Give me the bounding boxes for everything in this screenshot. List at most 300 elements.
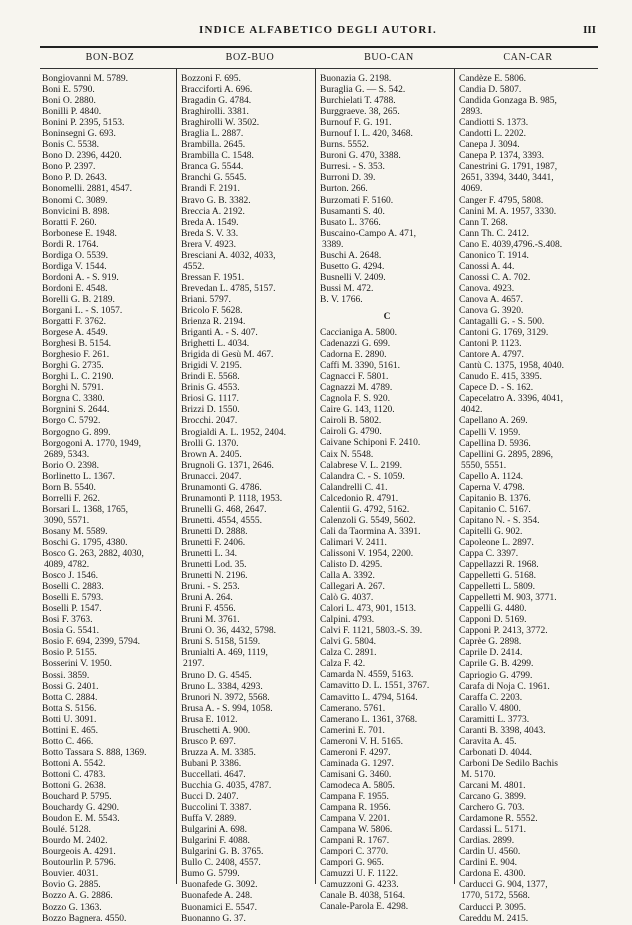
index-entry: Brunetti F. 2406. xyxy=(181,537,246,548)
index-entry: Bumo G. 5799. xyxy=(181,869,240,880)
index-entry: Buonazia G. 2198. xyxy=(320,74,392,84)
index-entry: Buccellati. 4647. xyxy=(181,769,246,780)
index-entry: Busetto G. 4294. xyxy=(320,261,385,272)
index-entry: Breda A. 1549. xyxy=(181,217,239,228)
index-entry: Bottoni C. 4783. xyxy=(42,769,106,780)
index-entry: Borghi L. C. 2190. xyxy=(42,372,114,383)
index-entry: Brocchi. 2047. xyxy=(181,416,238,427)
index-entry: Cairoli G. 4790. xyxy=(320,427,382,438)
index-entry: Bovio G. 2885. xyxy=(42,880,101,891)
index-entry: Brunetti Lod. 35. xyxy=(181,560,247,571)
index-entry: Bosserini V. 1950. xyxy=(42,659,112,670)
index-entry: Burton. 266. xyxy=(320,184,368,195)
index-entry: Capitelli G. 902. xyxy=(459,526,523,537)
index-entry: Bucci D. 2407. xyxy=(181,792,239,803)
index-entry: Cappelli G. 4480. xyxy=(459,604,527,615)
index-entry: Cantoni G. 1769, 3129. xyxy=(459,328,549,339)
index-entry: Boselli E. 5793. xyxy=(42,593,104,604)
page-header xyxy=(40,24,596,44)
index-entry: Boni O. 2880. xyxy=(42,96,96,107)
index-entry: Bresciani A. 4032, 4033, xyxy=(181,250,276,261)
index-entry: Brindi E. 5568. xyxy=(181,372,240,383)
index-entry: Burroni D. 39. xyxy=(320,173,376,184)
column-heads xyxy=(40,52,598,66)
index-entry: Bossi G. 2401. xyxy=(42,681,99,692)
index-entry-continuation: 4042. xyxy=(461,405,483,416)
index-entry: Boratti F. 260. xyxy=(42,217,97,228)
index-entry: Caprèe G. 2898. xyxy=(459,637,522,648)
index-entry: Cardamone R. 5552. xyxy=(459,814,538,825)
index-entry: Carcani M. 4801. xyxy=(459,781,526,791)
index-entry: Buccolini T. 3387. xyxy=(181,803,252,814)
index-entry: Caccianiga A. 5800. xyxy=(320,327,398,338)
index-entry: Briosi G. 1117. xyxy=(181,394,239,405)
column-divider xyxy=(315,68,316,884)
index-entry: Burzomati F. 5160. xyxy=(320,195,394,206)
index-entry-continuation: 4089, 4782. xyxy=(44,560,90,571)
index-entry: Buonanno G. 37. xyxy=(181,913,246,924)
index-entry: Calpini. 4793. xyxy=(320,615,375,626)
index-entry: Caffi M. 3390, 5161. xyxy=(320,361,401,372)
index-entry: Candia D. 5807. xyxy=(459,85,522,96)
index-entry: Calvi G. 5804. xyxy=(320,637,376,648)
index-entry: Canudo E. 415, 3395. xyxy=(459,372,542,383)
index-entry: Bressan F. 1951. xyxy=(181,272,245,283)
index-entry: Branchi G. 5545. xyxy=(181,173,247,184)
index-entry: Cagnola F. S. 920. xyxy=(320,394,390,405)
index-entry: Carcano G. 3899. xyxy=(459,792,527,803)
index-entry: Branca G. 5544. xyxy=(181,162,244,173)
index-entry: Bucchia G. 4035, 4787. xyxy=(181,781,272,791)
index-entry: Botto C. 466. xyxy=(42,736,94,747)
index-entry: Bossi. 3859. xyxy=(42,670,90,681)
index-entry: Borbonese E. 1948. xyxy=(42,228,117,239)
index-entry: Caraffa C. 2203. xyxy=(459,692,523,703)
index-entry: Bono D. 2396, 4420. xyxy=(42,151,122,162)
index-entry: Bragadin G. 4784. xyxy=(181,96,252,107)
index-entry: Bruni S. 5158, 5159. xyxy=(181,637,261,648)
index-entry: Carboni De Sedilo Bachis xyxy=(459,758,558,769)
index-entry: Cairoli B. 5802. xyxy=(320,416,382,427)
index-entry: Brugnoli G. 1371, 2646. xyxy=(181,460,274,471)
index-entry: Buffa V. 2889. xyxy=(181,814,237,825)
index-entry: Borgogoni A. 1770, 1949, xyxy=(42,438,142,449)
index-entry: Calabrese V. L. 2199. xyxy=(320,460,402,471)
index-entry: Burnouf F. G. 191. xyxy=(320,118,392,129)
index-entry: Born B. 5540. xyxy=(42,482,96,493)
index-entry: Bonomelli. 2881, 4547. xyxy=(42,184,132,195)
index-entry: Bruno L. 3384, 4293. xyxy=(181,681,263,692)
index-entry: Bosco J. 1546. xyxy=(42,571,98,582)
index-entry: Cantù C. 1375, 1958, 4040. xyxy=(459,361,565,372)
index-entry: Bosia G. 5541. xyxy=(42,626,99,637)
index-entry: Botta S. 5156. xyxy=(42,703,97,714)
page-title: INDICE ALFABETICO DEGLI AUTORI. xyxy=(199,24,437,36)
index-entry: Bracciforti A. 696. xyxy=(181,85,253,96)
index-entry: Capriogio G. 4799. xyxy=(459,670,533,681)
index-entry: Camarda N. 4559, 5163. xyxy=(320,670,414,681)
index-entry: Camodeca A. 5805. xyxy=(320,780,395,791)
index-entry: Caire G. 143, 1120. xyxy=(320,405,395,416)
index-entry: Brunetti. 4554, 4555. xyxy=(181,515,263,526)
index-entry: Buroni G. 470, 3388. xyxy=(320,151,401,162)
index-entry: Bricolo F. 5628. xyxy=(181,305,243,316)
index-entry: Brolli G. 1370. xyxy=(181,438,239,449)
index-entry: Carbonati D. 4044. xyxy=(459,747,532,758)
index-entry: Canepa J. 3094. xyxy=(459,140,520,151)
index-entry: Candotti L. 2202. xyxy=(459,129,527,140)
index-entry: Borgani L. - S. 1057. xyxy=(42,305,123,316)
index-entry: Bonilli P. 4840. xyxy=(42,107,102,118)
index-entry: Boselli C. 2883. xyxy=(42,582,104,593)
index-entry: Brambilla C. 1548. xyxy=(181,151,254,162)
index-entry: Calza F. 42. xyxy=(320,659,366,670)
index-entry: Borgogno G. 899. xyxy=(42,427,111,438)
index-entry: Brunamonti P. 1118, 1953. xyxy=(181,493,283,504)
index-entry: Bordoni A. - S. 919. xyxy=(42,272,119,283)
index-entry: B. V. 1766. xyxy=(320,294,363,305)
index-entry: Calcedonio R. 4791. xyxy=(320,493,399,504)
index-entry: Borghi N. 5791. xyxy=(42,383,104,394)
index-entry: Careddu M. 2415. xyxy=(459,913,529,924)
index-column-4 xyxy=(459,74,593,924)
index-entry: Bourdo M. 2402. xyxy=(42,836,108,847)
index-entry: Brown A. 2405. xyxy=(181,449,242,460)
index-entry: Burnouf I. L. 420, 3468. xyxy=(320,129,413,140)
index-entry: Borghesio F. 261. xyxy=(42,350,110,361)
index-entry: Bruno D. G. 4545. xyxy=(181,670,252,681)
index-entry: Bongiovanni M. 5789. xyxy=(42,74,129,84)
index-entry: Canonico T. 1914. xyxy=(459,250,529,261)
index-entry: Bosi F. 3763. xyxy=(42,615,93,626)
index-entry: Canova. 4923. xyxy=(459,283,515,294)
index-entry: Camerini E. 701. xyxy=(320,725,385,736)
index-entry: Bordiga V. 1544. xyxy=(42,261,107,272)
index-entry: Brigida di Gesù M. 467. xyxy=(181,350,274,361)
index-entry: Cameroni F. 4297. xyxy=(320,747,391,758)
index-entry: Canepa P. 1374, 3393. xyxy=(459,151,544,162)
index-entry: Brunetti N. 2196. xyxy=(181,571,248,582)
index-entry: Carducci G. 904, 1377, xyxy=(459,880,548,891)
index-entry: Burchielati T. 4788. xyxy=(320,96,396,107)
index-entry: Candèze E. 5806. xyxy=(459,74,527,84)
index-entry: Carafa di Noja C. 1961. xyxy=(459,681,550,692)
index-entry: Buonamici E. 5547. xyxy=(181,902,257,913)
index-entry: Bono P. D. 2643. xyxy=(42,173,107,184)
index-entry: Borlinetto L. 1367. xyxy=(42,471,115,482)
index-entry: Bruni M. 3761. xyxy=(181,615,240,626)
index-entry: Camuzzoni G. 4233. xyxy=(320,880,399,891)
index-entry: Capecelatro A. 3396, 4041, xyxy=(459,394,563,405)
index-entry: Bouchard P. 5795. xyxy=(42,792,112,803)
index-entry: Caramitti L. 3773. xyxy=(459,714,530,725)
index-entry-continuation: 2689, 5343. xyxy=(44,449,90,460)
index-entry-continuation: 1770, 5172, 5568. xyxy=(461,891,530,902)
index-entry: Boulé. 5128. xyxy=(42,825,91,836)
index-entry: Busato L. 3766. xyxy=(320,217,381,228)
index-entry: Bosco G. 263, 2882, 4030, xyxy=(42,549,144,560)
index-entry: Bonomi C. 3089. xyxy=(42,195,108,206)
index-entry: Capece D. - S. 162. xyxy=(459,383,534,394)
index-entry: Capellina D. 5936. xyxy=(459,438,531,449)
index-entry: Buscaino-Campo A. 471, xyxy=(320,228,417,239)
index-entry: Brighetti L. 4034. xyxy=(181,339,250,350)
index-entry: Boutourlin P. 5796. xyxy=(42,858,116,869)
index-entry: Calentii G. 4792, 5162. xyxy=(320,504,410,515)
index-entry: Bordi R. 1764. xyxy=(42,239,99,250)
index-entry: Bruni F. 4556. xyxy=(181,604,236,615)
index-entry: Cano E. 4039,4796.-S.408. xyxy=(459,239,563,250)
index-entry-continuation: 2893. xyxy=(461,107,483,118)
index-entry: Bosio P. 5155. xyxy=(42,648,97,659)
index-entry: Bubani P. 3386. xyxy=(181,758,242,769)
index-entry: Brinis G. 4553. xyxy=(181,383,240,394)
index-entry: Borgatti F. 3762. xyxy=(42,317,106,328)
index-entry: Borgna C. 3380. xyxy=(42,394,105,405)
index-entry-continuation: 4069. xyxy=(461,184,483,195)
index-entry: Caivane Schiponi F. 2410. xyxy=(320,438,421,449)
index-entry: Calandra C. - S. 1059. xyxy=(320,471,405,482)
index-entry: Boschi G. 1795, 4380. xyxy=(42,537,128,548)
index-entry: Brunetti L. 34. xyxy=(181,549,237,560)
index-entry: Bonis C. 5538. xyxy=(42,140,100,151)
index-entry-continuation: 2197. xyxy=(183,659,205,670)
index-entry: Bottoni G. 2638. xyxy=(42,781,106,791)
section-letter: C xyxy=(383,311,391,322)
index-entry: Bonvicini B. 898. xyxy=(42,206,110,217)
index-entry: Cagnacci F. 5801. xyxy=(320,372,389,383)
index-entry: Brunetti D. 2888. xyxy=(181,526,248,537)
index-entry: Bordoni E. 4548. xyxy=(42,283,108,294)
index-entry: Cali da Taormina A. 3391. xyxy=(320,526,421,537)
index-entry: Calza C. 2891. xyxy=(320,648,377,659)
index-entry: Buonafede A. 248. xyxy=(181,891,253,902)
column-head-rule xyxy=(40,68,598,69)
index-entry: Bourgeois A. 4291. xyxy=(42,847,116,858)
index-entry: Bulgarini G. B. 3765. xyxy=(181,847,264,858)
index-entry: Brunamonti G. 4786. xyxy=(181,482,262,493)
index-entry: Borgnini S. 2644. xyxy=(42,405,110,416)
index-entry: Campana W. 5806. xyxy=(320,825,393,836)
index-entry: Camerano. 5761. xyxy=(320,703,386,714)
index-entry: Calò G. 4037. xyxy=(320,593,374,604)
index-entry: Calimari V. 2411. xyxy=(320,537,387,548)
column-head-1: BON-BOZ xyxy=(85,52,135,63)
index-entry: Boudon E. M. 5543. xyxy=(42,814,120,825)
column-head-3: BUO-CAN xyxy=(364,52,414,63)
index-entry-continuation: 5550, 5551. xyxy=(461,460,507,471)
index-entry: Brunialti A. 469, 1119, xyxy=(181,648,268,659)
index-entry: Borghi G. 2735. xyxy=(42,361,104,372)
index-entry: Bottoni A. 5542. xyxy=(42,758,106,769)
column-head-2: BOZ-BUO xyxy=(225,52,275,63)
index-entry: Brunelli G. 468, 2647. xyxy=(181,504,267,515)
index-entry: Bullo C. 2408, 4557. xyxy=(181,858,261,869)
index-entry: Camuzzi U. F. 1122. xyxy=(320,869,399,880)
index-entry: Braglia L. 2887. xyxy=(181,129,244,140)
page-number: III xyxy=(583,24,596,36)
index-entry: Bonini P. 2395, 5153. xyxy=(42,118,125,129)
index-entry: Capitanio B. 1376. xyxy=(459,493,531,504)
index-entry: Caix N. 5548. xyxy=(320,449,374,460)
index-entry: Bottini E. 465. xyxy=(42,725,98,736)
index-entry: Buschi A. 2648. xyxy=(320,250,382,261)
index-entry: Camavitto L. 4794, 5164. xyxy=(320,692,418,703)
index-entry: Botta C. 2884. xyxy=(42,692,98,703)
index-entry: Caravita A. 45. xyxy=(459,736,517,747)
index-entry: Borgese A. 4549. xyxy=(42,328,108,339)
index-entry: Campori C. 3770. xyxy=(320,847,389,858)
index-entry: Campori G. 965. xyxy=(320,858,384,869)
index-entry: Canale B. 4038, 5164. xyxy=(320,891,405,902)
index-entry: Bussi M. 472. xyxy=(320,283,374,294)
index-entry: Brunori N. 3972, 5568. xyxy=(181,692,270,703)
index-entry: Bosany M. 5589. xyxy=(42,526,108,537)
index-entry: Brienza R. 2194. xyxy=(181,317,246,328)
index-entry-continuation: 3389. xyxy=(322,239,344,250)
index-entry: Canale-Parola E. 4298. xyxy=(320,902,409,913)
index-entry: Busnelli V. 2409. xyxy=(320,272,386,283)
index-entry: Bruni. - S. 253. xyxy=(181,582,240,593)
index-column-2 xyxy=(181,74,315,924)
index-entry: Cappelletti L. 5809. xyxy=(459,582,535,593)
index-entry: Busamanti S. 40. xyxy=(320,206,385,217)
index-entry: Campana F. 1955. xyxy=(320,791,389,802)
index-entry: Buonafede G. 3092. xyxy=(181,880,258,891)
index-entry: Campana V. 2201. xyxy=(320,814,390,825)
index-entry: Bulgarini A. 698. xyxy=(181,825,247,836)
column-divider xyxy=(176,68,177,884)
index-entry: Cadenazzi G. 699. xyxy=(320,339,391,350)
index-entry: Camisani G. 3460. xyxy=(320,769,392,780)
index-entry: Canova G. 3920. xyxy=(459,305,524,316)
index-entry: Botto Tassara S. 888, 1369. xyxy=(42,747,147,758)
index-entry: Cardias. 2899. xyxy=(459,836,515,847)
index-entry: Bozzo G. 1363. xyxy=(42,902,102,913)
index-entry: Borrelli F. 262. xyxy=(42,493,100,504)
index-entry: Cann T. 268. xyxy=(459,217,508,228)
index-entry: Calissoni V. 1954, 2200. xyxy=(320,548,414,559)
index-entry: Cardini E. 904. xyxy=(459,858,518,869)
index-entry: Cann Th. C. 2412. xyxy=(459,228,530,239)
index-entry: Canova A. 4657. xyxy=(459,294,523,305)
index-entry: Callegari A. 267. xyxy=(320,582,385,593)
index-column-3 xyxy=(320,74,454,913)
index-entry: Boselli P. 1547. xyxy=(42,604,102,615)
index-entry: Calenzoli G. 5549, 5602. xyxy=(320,515,416,526)
column-head-4: CAN-CAR xyxy=(503,52,553,63)
index-entry: Bozzo A. G. 2886. xyxy=(42,891,113,902)
index-entry: Cardona E. 4300. xyxy=(459,869,526,880)
index-entry: Boni E. 5790. xyxy=(42,85,95,96)
index-entry: Brambilla. 2645. xyxy=(181,140,246,151)
index-entry: Cantoni P. 1123. xyxy=(459,339,522,350)
index-entry-continuation: 4552. xyxy=(183,261,205,272)
index-entry: Cagnazzi M. 4789. xyxy=(320,383,393,394)
index-entry: Canossi A. 44. xyxy=(459,261,515,272)
index-entry: Calandrelli C. 41. xyxy=(320,482,388,493)
index-entry-continuation: 3090, 5571. xyxy=(44,515,90,526)
index-entry: Capello A. 1124. xyxy=(459,471,524,482)
index-entry: Borelli G. B. 2189. xyxy=(42,294,115,305)
index-entry: Borsari L. 1368, 1765, xyxy=(42,504,129,515)
index-entry: Canini M. A. 1957, 3330. xyxy=(459,206,557,217)
index-entry: Candiotti S. 1373. xyxy=(459,118,529,129)
index-entry: Borghesi B. 5154. xyxy=(42,339,111,350)
index-entry-continuation: M. 5170. xyxy=(461,769,496,780)
index-entry: Caprile D. 2414. xyxy=(459,648,523,659)
index-entry: Braghirolli. 3381. xyxy=(181,107,249,118)
index-entry-continuation: 2651, 3394, 3440, 3441, xyxy=(461,173,554,184)
index-entry: Bosio F. 694, 2399, 5794. xyxy=(42,637,140,648)
index-entry: Bordiga O. 5539. xyxy=(42,250,108,261)
index-entry: Briani. 5797. xyxy=(181,294,231,305)
index-entry: Brunacci. 2047. xyxy=(181,471,242,482)
index-entry: Carallo V. 4800. xyxy=(459,703,521,714)
index-entry: Canossi C. A. 702. xyxy=(459,272,531,283)
index-entry: Candida Gonzaga B. 985, xyxy=(459,96,557,107)
index-entry: Cantore A. 4797. xyxy=(459,350,524,361)
index-entry: Caminada G. 1297. xyxy=(320,758,394,769)
index-entry: Bruschetti A. 900. xyxy=(181,725,251,736)
index-entry: Bulgarini F. 4088. xyxy=(181,836,250,847)
column-divider xyxy=(454,68,455,884)
index-entry: Cappellazzi R. 1968. xyxy=(459,560,539,571)
index-entry: Cappelletti G. 5168. xyxy=(459,571,537,582)
index-entry: Brogialdi A. L. 1952, 2404. xyxy=(181,427,287,438)
index-entry: Bravo G. B. 3382. xyxy=(181,195,251,206)
index-entry: Brusa A. - S. 994, 1058. xyxy=(181,703,273,714)
index-entry: Bono P. 2397. xyxy=(42,162,96,173)
index-entry: Brizzi D. 1550. xyxy=(181,405,240,416)
index-column-1 xyxy=(42,74,176,924)
index-entry: Caperna V. 4798. xyxy=(459,482,525,493)
index-entry: Bozzoni F. 695. xyxy=(181,74,241,84)
index-entry: Cadorna E. 2890. xyxy=(320,350,387,361)
index-entry: Burggraeve. 38, 265. xyxy=(320,107,400,118)
index-entry: Capponi D. 5169. xyxy=(459,615,527,626)
index-entry: Calvi F. 1121, 5803.-S. 39. xyxy=(320,626,423,637)
index-entry: Breccia A. 2192. xyxy=(181,206,245,217)
index-entry: Borgo C. 5792. xyxy=(42,416,101,427)
index-entry: Briganti A. - S. 407. xyxy=(181,328,258,339)
index-entry: Cardin U. 4560. xyxy=(459,847,521,858)
index-entry: Brevedan L. 4785, 5157. xyxy=(181,283,276,294)
index-entry: Bouchardy G. 4290. xyxy=(42,803,120,814)
index-entry: Burresi. - S. 353. xyxy=(320,162,385,173)
index-entry: Caranti B. 3398, 4043. xyxy=(459,725,546,736)
index-entry: Capellano A. 269. xyxy=(459,416,528,427)
index-entry: Breda S. V. 33. xyxy=(181,228,239,239)
index-entry: Campana R. 1956. xyxy=(320,803,391,813)
index-entry: Cappelletti M. 903, 3771. xyxy=(459,593,557,604)
header-rule xyxy=(40,46,598,48)
index-entry: Carchero G. 703. xyxy=(459,803,525,814)
index-entry: Bruni O. 36, 4432, 5798. xyxy=(181,626,276,637)
index-entry: Camerano L. 1361, 3768. xyxy=(320,714,418,725)
index-entry: Bouvier. 4031. xyxy=(42,869,99,880)
index-entry: Cantagalli G. - S. 500. xyxy=(459,317,545,328)
index-entry: Buraglia G. — S. 542. xyxy=(320,85,406,96)
index-entry: Brera V. 4923. xyxy=(181,239,237,250)
index-entry: Brusa E. 1012. xyxy=(181,714,238,725)
index-entry: Bruzza A. M. 3385. xyxy=(181,747,256,758)
index-entry: Carducci P. 3095. xyxy=(459,902,527,913)
index-entry: Capitanio C. 5167. xyxy=(459,504,531,515)
index-entry: Cappa C. 3397. xyxy=(459,549,519,560)
index-entry: Burns. 5552. xyxy=(320,140,369,151)
index-entry: Borio O. 2398. xyxy=(42,460,99,471)
